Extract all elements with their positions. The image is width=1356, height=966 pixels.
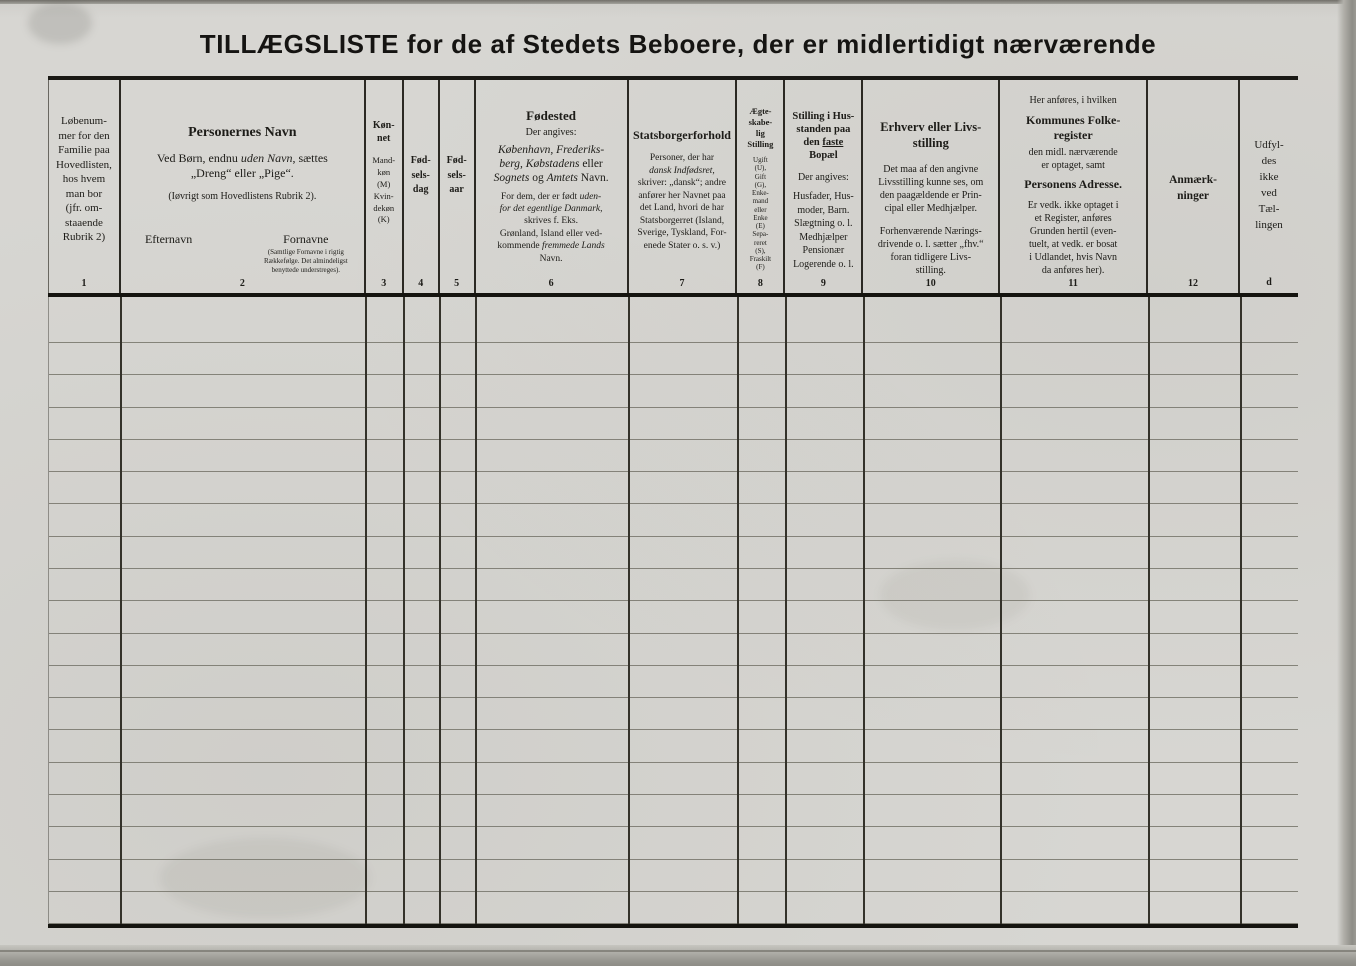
column-number: 12 xyxy=(1188,277,1199,289)
scan-edge-top xyxy=(0,0,1356,4)
table-row xyxy=(49,504,1298,536)
column-divider xyxy=(785,297,787,924)
name-sublabels xyxy=(121,232,364,275)
column-number: 8 xyxy=(757,277,763,289)
column-title: Erhverv eller Livs- stilling xyxy=(880,120,982,150)
column-divider xyxy=(1240,297,1242,924)
column-number: 5 xyxy=(454,277,460,289)
column-header-personernes-navn xyxy=(121,80,366,293)
census-form-table xyxy=(48,80,1298,928)
column-divider xyxy=(863,297,865,924)
column-pretext: Her anføres, i hvilken xyxy=(1029,95,1117,106)
table-body xyxy=(48,297,1298,924)
column-number: 9 xyxy=(820,277,826,289)
column-divider xyxy=(628,297,630,924)
surname-label: Efternavn xyxy=(144,232,193,247)
column-number: 1 xyxy=(81,277,87,289)
column-header-text: Ugift (U), Gift (G), Enke- mand eller Enke (E) Sepa- reret (S), Fraskilt (F) xyxy=(749,156,772,272)
scan-edge-right xyxy=(1337,0,1356,966)
column-divider xyxy=(737,297,739,924)
table-row xyxy=(49,634,1298,666)
column-title: Kommunes Folke- register xyxy=(1025,112,1121,142)
column-number: 2 xyxy=(239,277,245,289)
column-divider xyxy=(475,297,477,924)
table-row xyxy=(49,827,1298,859)
column-header-loebenummer xyxy=(49,80,121,293)
table-row xyxy=(49,730,1298,762)
column-divider xyxy=(439,297,441,924)
table-row xyxy=(49,892,1298,924)
table-row xyxy=(49,297,1298,343)
column-title: Fødested xyxy=(526,108,576,123)
column-header-text: Løbenum- mer for den Familie paa Hovedlisten, hos hvem man bor (jfr. om- staaende Rubrik 2) xyxy=(56,115,112,244)
column-title: Stilling i Hus- standen paa den faste Bopæl xyxy=(792,111,855,162)
table-row xyxy=(49,795,1298,827)
column-header-udfyldes-ikke xyxy=(1240,80,1298,293)
column-title: Fød- sels- aar xyxy=(446,155,467,195)
column-title: Statsborgerforhold xyxy=(632,128,731,142)
column-number: d xyxy=(1266,276,1272,288)
table-row xyxy=(49,408,1298,440)
table-row xyxy=(49,440,1298,472)
column-title: Anmærk- ninger xyxy=(1169,174,1218,203)
column-divider xyxy=(120,297,122,924)
column-header-text: Husfader, Hus- moder, Barn. Slægtning o. l. Medhjælper Pensionær Logerende o. l. xyxy=(793,191,854,270)
column-header-text: Ved Børn, endnu uden Navn, sættes „Dreng“ eller „Pige“. xyxy=(156,150,328,181)
column-header-text: Mand- køn (M) Kvin- dekøn (K) xyxy=(372,155,396,225)
column-divider xyxy=(365,297,367,924)
column-title-secondary: Personens Adresse. xyxy=(1024,176,1123,191)
column-header-note: (Iøvrigt som Hovedlistens Rubrik 2). xyxy=(168,190,317,202)
table-row xyxy=(49,763,1298,795)
firstname-label: Fornavne xyxy=(283,232,329,247)
firstname-note: (Samtlige Fornavne i rigtig Rækkefølge. Det almindeligst benyttede understreges). xyxy=(263,248,348,275)
column-title: Ægte- skabe- lig Stilling xyxy=(747,106,774,150)
column-header-koennet xyxy=(366,80,404,293)
table-row xyxy=(49,698,1298,730)
column-header-aegteskabelig-stilling xyxy=(737,80,785,293)
scan-edge-bottom xyxy=(0,945,1356,966)
column-header-statsborgerforhold xyxy=(629,80,738,293)
column-header-stilling-i-husstanden xyxy=(785,80,863,293)
column-header-note: Er vedk. ikke optaget i et Register, anføres Grunden hertil (even- tuelt, at vedk. er bosat i Udlandet, hvis Navn da anføres her). xyxy=(1027,199,1119,277)
form-title: TILLÆGSLISTE for de af Stedets Beboere, der er midlertidigt nærværende xyxy=(199,29,1157,59)
column-header-text: Personer, der har dansk Indfødsret, skriver: „dansk“; andre anfører her Navnet paa det Land, hvori de har Statsborgerret (Island, Sverige, Tyskland, For- enede Stater o. s. v.) xyxy=(637,153,727,251)
column-number: 10 xyxy=(925,277,936,289)
column-header-foedselsdag xyxy=(404,80,440,293)
column-header-text: den midl. nærværende er optaget, samt xyxy=(1028,146,1118,171)
column-header-note: Forhenværende Nærings- drivende o. l. sætter „fhv.“ foran tidligere Livs- stilling. xyxy=(877,226,984,277)
column-number: 3 xyxy=(381,277,387,289)
column-header-folkeregister-adresse xyxy=(1000,80,1148,293)
scan-edge-bottom-line xyxy=(0,950,1356,952)
column-subtitle: Der angives: xyxy=(525,127,577,139)
column-number: 4 xyxy=(418,277,424,289)
column-number: 7 xyxy=(679,277,685,289)
column-title: Personernes Navn xyxy=(188,125,297,140)
table-header-row xyxy=(48,80,1298,293)
table-row xyxy=(49,569,1298,601)
column-header-foedested xyxy=(476,80,629,293)
table-row xyxy=(49,601,1298,633)
column-header-erhverv xyxy=(863,80,1000,293)
column-header-foedselsaar xyxy=(440,80,476,293)
column-header-note: For dem, der er født uden- for det egentlige Danmark, skrives f. Eks. Grønland, Island eller ved- kommende fremmede Lands Navn. xyxy=(497,191,605,264)
table-bottom-rule xyxy=(48,924,1298,928)
table-row xyxy=(49,472,1298,504)
column-divider xyxy=(1148,297,1150,924)
column-number: 6 xyxy=(548,277,554,289)
table-row xyxy=(49,343,1298,375)
column-divider xyxy=(403,297,405,924)
column-title: Fød- sels- dag xyxy=(410,155,431,195)
column-title: Køn- net xyxy=(372,120,395,144)
table-row xyxy=(49,666,1298,698)
table-row xyxy=(49,537,1298,569)
table-row xyxy=(49,375,1298,407)
column-header-anmaerkninger xyxy=(1148,80,1240,293)
column-subtitle: Der angives: xyxy=(797,171,849,183)
firstname-label-block xyxy=(264,232,348,275)
column-number: 11 xyxy=(1068,277,1078,289)
column-header-text: København, Frederiks- berg, Købstadens eller Sognets og Amtets Navn. xyxy=(493,143,609,184)
table-row xyxy=(49,860,1298,892)
column-header-text: Det maa af den angivne Livsstilling kunne ses, om den paagældende er Prin- cipal eller Medhjælper. xyxy=(878,164,984,215)
column-header-text: Udfyl- des ikke ved Tæl- lingen xyxy=(1254,139,1284,231)
column-divider xyxy=(1000,297,1002,924)
